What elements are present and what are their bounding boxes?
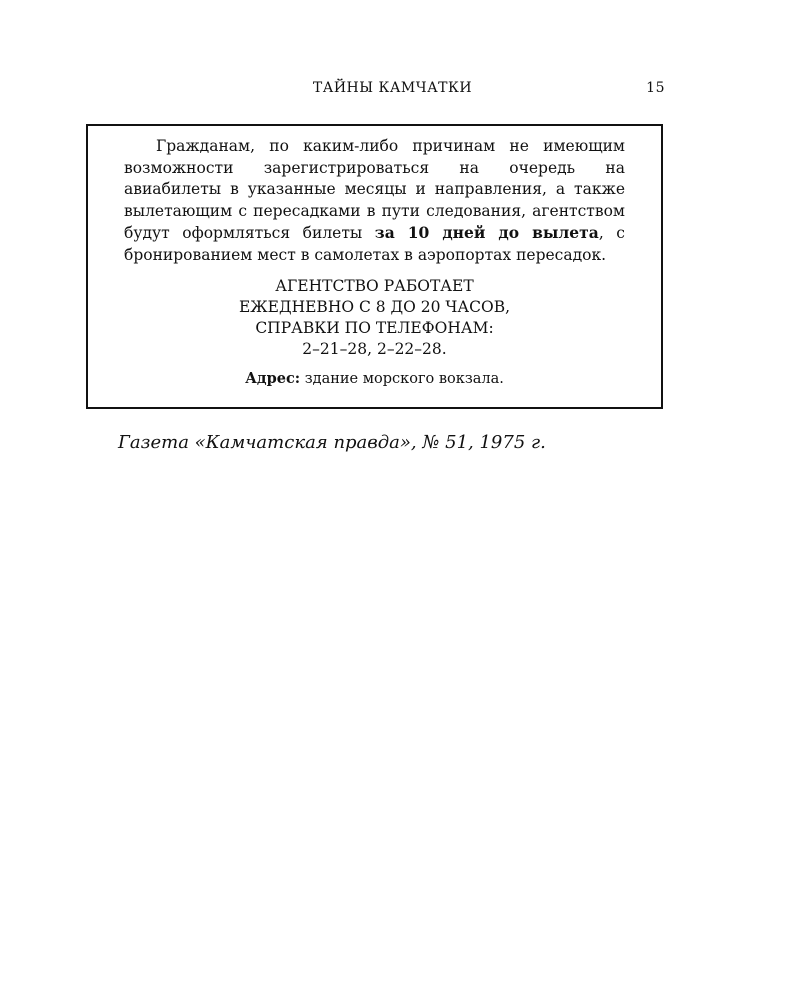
notice-paragraph-tail: , с бронированием мест в самолетах в аэропортах пересадок. [124, 224, 625, 264]
notice-paragraph-lead: Гражданам, по каким-либо причинам не имеющим возможности зарегистрироваться на очередь на авиабилеты в указанные месяцы и направления, а также вылетающим с пересадками в пути следования, агентством будут оформляться билеты [124, 137, 625, 242]
newspaper-notice-box [86, 124, 663, 409]
phone-numbers-line: 2–21–28, 2–22–28. [302, 340, 447, 358]
hours-line: СПРАВКИ ПО ТЕЛЕФОНАМ: [255, 319, 494, 337]
address-label: Адрес: [245, 370, 301, 387]
agency-hours-block [124, 276, 625, 360]
running-title: ТАЙНЫ КАМЧАТКИ [312, 80, 473, 96]
notice-paragraph [124, 136, 625, 266]
page-number: 15 [646, 80, 665, 96]
address-value: здание морского вокзала. [300, 371, 504, 387]
hours-line: ЕЖЕДНЕВНО С 8 ДО 20 ЧАСОВ, [238, 298, 511, 316]
notice-paragraph-emphasis: за 10 дней до вылета [374, 223, 599, 242]
running-head [120, 80, 665, 100]
address-line [124, 370, 625, 387]
source-caption: Газета «Камчатская правда», № 51, 1975 г. [118, 432, 546, 453]
hours-line: АГЕНТСТВО РАБОТАЕТ [275, 277, 474, 295]
